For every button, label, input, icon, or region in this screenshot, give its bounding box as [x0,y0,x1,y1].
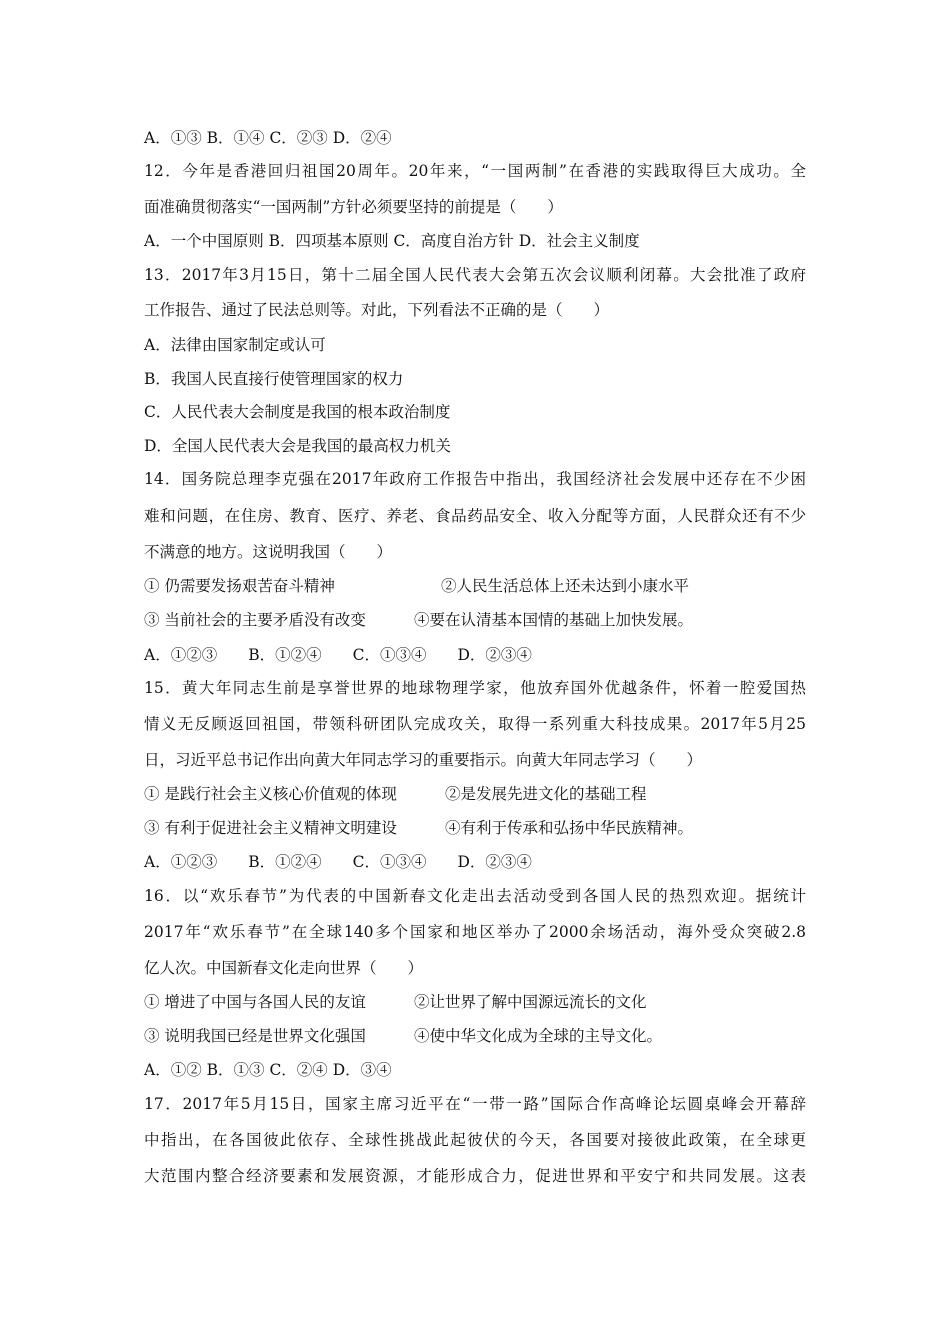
q13-stem-line1: 13．2017年3月15日，第十二届全国人民代表大会第五次会议顺利闭幕。大会批准了政府 [144,266,806,284]
q16-statement-4: ④使中华文化成为全球的主导文化。 [414,1027,663,1045]
q12-choices: A．一个中国原则 B．四项基本原则 C．高度自治方针 D．社会主义制度 [144,232,640,250]
q13-stem-line2: 工作报告、通过了民法总则等。对此，下列看法不正确的是（ ） [144,301,610,319]
q16-statement-2: ②让世界了解中国源远流长的文化 [414,993,647,1011]
q14-choices: A．①②③ B．①②④ C．①③④ D．②③④ [144,646,532,664]
q16-stem-line1: 16．以“欢乐春节”为代表的中国新春文化走出去活动受到各国人民的热烈欢迎。据统计 [144,887,806,905]
q15-stem-line2: 情义无反顾返回祖国，带领科研团队完成攻关，取得一系列重大科技成果。2017年5月25 [144,715,806,733]
q11-choices: A．①③ B．①④ C．②③ D．②④ [144,129,392,147]
q14-stem-line2: 难和问题，在住房、教育、医疗、养老、食品药品安全、收入分配等方面，人民群众还有不少 [144,507,806,525]
q15-stem-line1: 15．黄大年同志生前是享誉世界的地球物理学家，他放弃国外优越条件，怀着一腔爱国热 [144,679,806,697]
q12-stem-line1: 12．今年是香港回归祖国20周年。20年来，“一国两制”在香港的实践取得巨大成功。全 [144,162,806,180]
q16-stem-line2: 2017年“欢乐春节”在全球140多个国家和地区举办了2000余场活动，海外受众突破2.8 [144,923,806,941]
q17-stem-line1: 17．2017年5月15日，国家主席习近平在“一带一路”国际合作高峰论坛圆桌峰会开幕辞 [144,1095,806,1113]
q14-statement-3: ③ 当前社会的主要矛盾没有改变 [144,611,366,629]
q16-stem-line3: 亿人次。中国新春文化走向世界（ ） [144,959,424,977]
q13-option-b: B．我国人民直接行使管理国家的权力 [144,370,404,388]
q17-stem-line2: 中指出，在各国彼此依存、全球性挑战此起彼伏的今天，各国要对接彼此政策，在全球更 [144,1131,806,1149]
q16-statement-3: ③ 说明我国已经是世界文化强国 [144,1027,366,1045]
q13-option-a: A．法律由国家制定或认可 [144,336,326,354]
q15-choices: A．①②③ B．①②④ C．①③④ D．②③④ [144,853,532,871]
q15-statement-4: ④有利于传承和弘扬中华民族精神。 [445,819,694,837]
q14-statement-2: ②人民生活总体上还未达到小康水平 [441,577,690,595]
q15-statement-1: ① 是践行社会主义核心价值观的体现 [144,785,397,803]
q14-statement-1: ① 仍需要发扬艰苦奋斗精神 [144,577,335,595]
q13-option-c: C．人民代表大会制度是我国的根本政治制度 [144,403,451,421]
q14-stem-line3: 不满意的地方。这说明我国（ ） [144,543,393,561]
q12-stem-line2: 面准确贯彻落实“一国两制”方针必须要坚持的前提是（ ） [144,198,563,216]
q14-stem-line1: 14．国务院总理李克强在2017年政府工作报告中指出，我国经济社会发展中还存在不少困 [144,470,806,488]
q15-statement-3: ③ 有利于促进社会主义精神文明建设 [144,819,397,837]
q17-stem-line3: 大范围内整合经济要素和发展资源，才能形成合力，促进世界和平安宁和共同发展。这表 [144,1167,806,1185]
q15-statement-2: ②是发展先进文化的基础工程 [445,785,647,803]
q16-choices: A．①② B．①③ C．②④ D．③④ [144,1061,392,1079]
q13-option-d: D．全国人民代表大会是我国的最高权力机关 [144,437,451,455]
q14-statement-4: ④要在认清基本国情的基础上加快发展。 [414,611,694,629]
q16-statement-1: ① 增进了中国与各国人民的友谊 [144,993,366,1011]
q15-stem-line3: 日，习近平总书记作出向黄大年同志学习的重要指示。向黄大年同志学习（ ） [144,751,703,769]
